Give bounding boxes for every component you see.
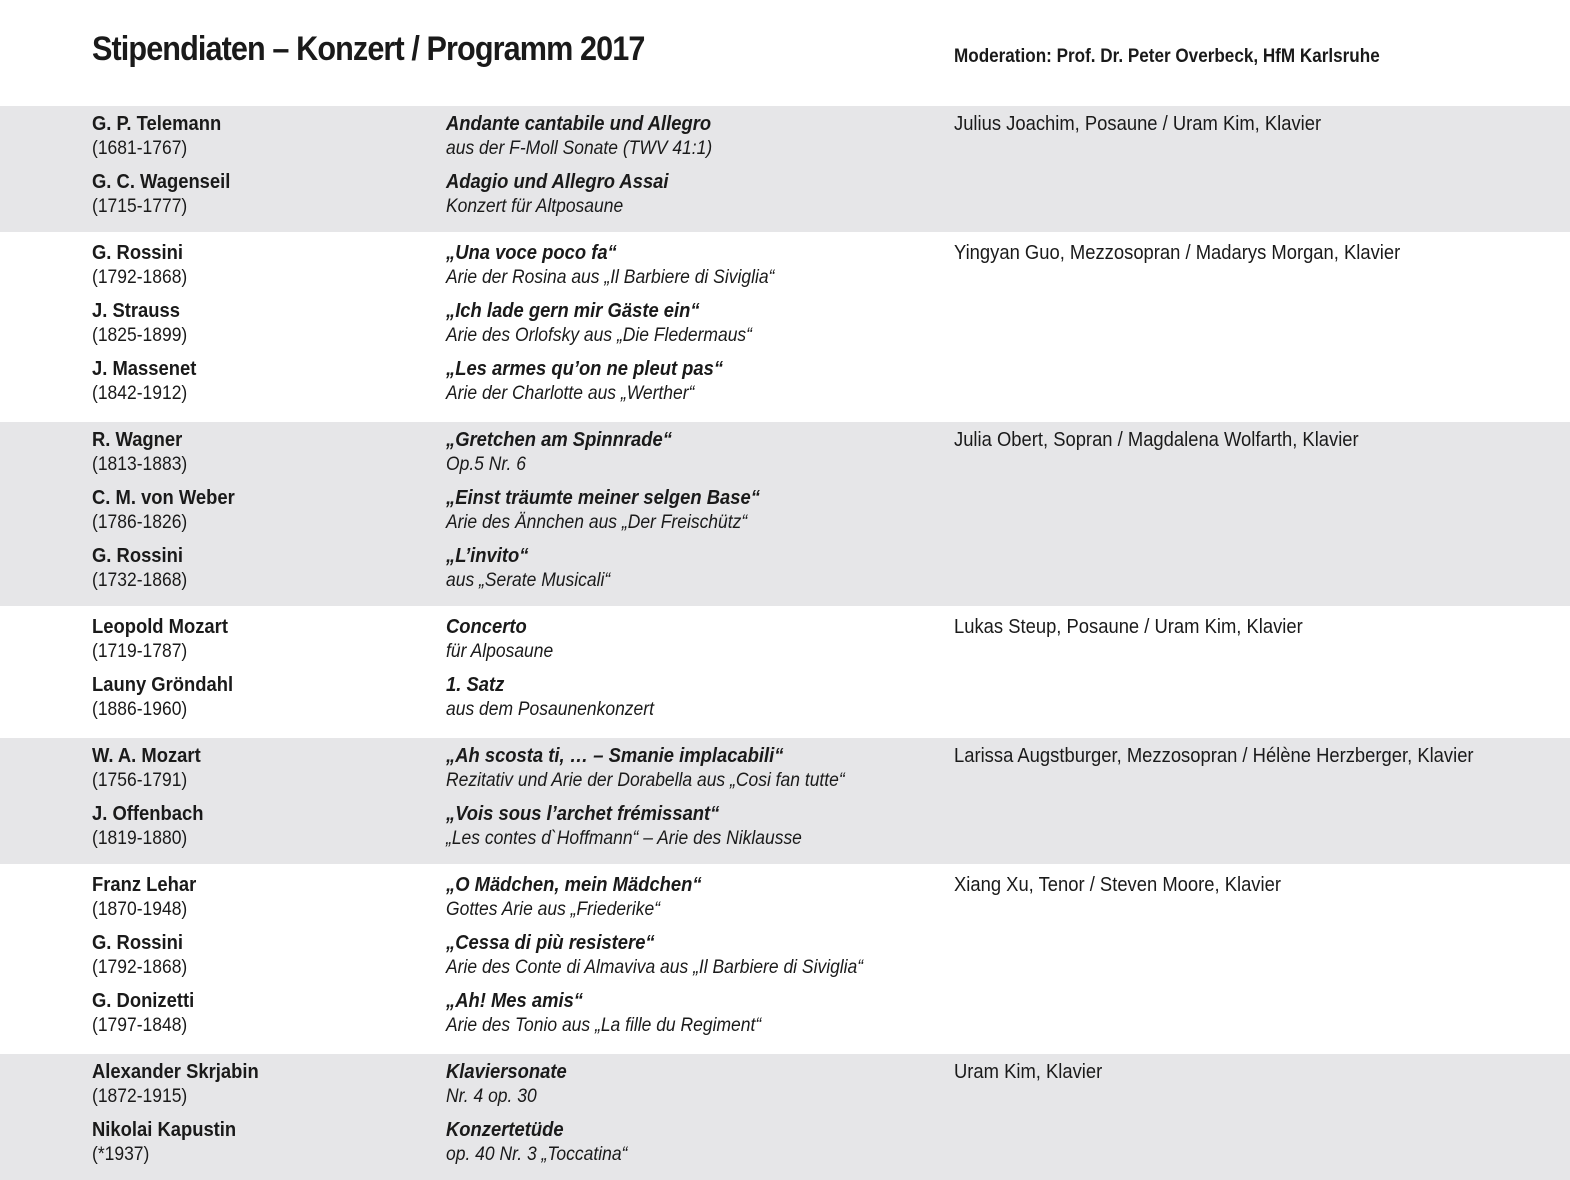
composer-name: C. M. von Weber — [92, 487, 235, 509]
composer-dates: (1797-1848) — [92, 1015, 188, 1036]
work — [446, 299, 906, 348]
composer-dates: (1681-1767) — [92, 138, 188, 159]
composer-name: G. Rossini — [92, 242, 183, 264]
composer-dates: (1732-1868) — [92, 570, 188, 591]
composer — [92, 357, 396, 406]
program-group — [0, 419, 1570, 606]
composer — [92, 615, 396, 664]
program-group — [0, 103, 1570, 232]
composer-name: Alexander Skrjabin — [92, 1061, 259, 1083]
work-title: Konzertetüde — [446, 1119, 564, 1141]
work-title: „O Mädchen, mein Mädchen“ — [446, 874, 702, 896]
program-item — [0, 989, 1570, 1047]
composer-name: G. Donizetti — [92, 990, 195, 1012]
composer-dates: (1792-1868) — [92, 957, 188, 978]
program-item — [0, 299, 1570, 357]
work-subtitle: Arie der Rosina aus „Il Barbiere di Siviglia“ — [446, 267, 775, 288]
program-group — [0, 735, 1570, 864]
composer-dates: (1786-1826) — [92, 512, 188, 533]
work — [446, 673, 906, 722]
work-title: „Ah scosta ti, … – Smanie implacabili“ — [446, 745, 784, 767]
composer-name: G. Rossini — [92, 545, 183, 567]
composer — [92, 873, 396, 922]
composer-dates: (1813-1883) — [92, 454, 188, 475]
program-item — [0, 486, 1570, 544]
program-item — [0, 544, 1570, 602]
work-subtitle: für Alposaune — [446, 641, 554, 662]
composer — [92, 241, 396, 290]
composer-dates: (1842-1912) — [92, 383, 188, 404]
work-title: „Una voce poco fa“ — [446, 242, 617, 264]
program-item — [0, 112, 1570, 170]
performers: Xiang Xu, Tenor / Steven Moore, Klavier — [954, 874, 1281, 896]
composer-name: W. A. Mozart — [92, 745, 201, 767]
composer-dates: (1825-1899) — [92, 325, 188, 346]
composer-dates: (1819-1880) — [92, 828, 188, 849]
work — [446, 486, 906, 535]
work-title: „Ich lade gern mir Gäste ein“ — [446, 300, 700, 322]
composer — [92, 299, 396, 348]
work-subtitle: op. 40 Nr. 3 „Toccatina“ — [446, 1144, 628, 1165]
composer — [92, 931, 396, 980]
work-title: Adagio und Allegro Assai — [446, 171, 669, 193]
program-item — [0, 615, 1570, 673]
program-item — [0, 428, 1570, 486]
work — [446, 1060, 906, 1109]
composer-name: G. Rossini — [92, 932, 183, 954]
composer-dates: (1719-1787) — [92, 641, 188, 662]
work-subtitle: aus der F-Moll Sonate (TWV 41:1) — [446, 138, 713, 159]
composer-dates: (1792-1868) — [92, 267, 188, 288]
work — [446, 1118, 906, 1167]
work-subtitle: Arie des Orlofsky aus „Die Fledermaus“ — [446, 325, 753, 346]
composer-dates: (1870-1948) — [92, 899, 188, 920]
composer — [92, 989, 396, 1038]
composer-name: J. Massenet — [92, 358, 197, 380]
work-subtitle: Op.5 Nr. 6 — [446, 454, 526, 475]
program-item — [0, 1118, 1570, 1176]
performers: Julia Obert, Sopran / Magdalena Wolfarth, Klavier — [954, 429, 1359, 451]
program-item — [0, 931, 1570, 989]
composer — [92, 1060, 396, 1109]
work-title: „Einst träumte meiner selgen Base“ — [446, 487, 760, 509]
work — [446, 428, 906, 477]
program-item — [0, 673, 1570, 731]
work-title: Andante cantabile und Allegro — [446, 113, 712, 135]
composer — [92, 486, 396, 535]
program-group — [0, 864, 1570, 1051]
composer-name: Launy Gröndahl — [92, 674, 234, 696]
performers: Uram Kim, Klavier — [954, 1061, 1103, 1083]
composer-dates: (1715-1777) — [92, 196, 188, 217]
work-title: Klaviersonate — [446, 1061, 567, 1083]
work-title: „Gretchen am Spinnrade“ — [446, 429, 672, 451]
work-subtitle: Arie des Ännchen aus „Der Freischütz“ — [446, 512, 748, 533]
work — [446, 544, 906, 593]
work-title: 1. Satz — [446, 674, 505, 696]
program-group — [0, 606, 1570, 735]
work-subtitle: Nr. 4 op. 30 — [446, 1086, 537, 1107]
composer — [92, 112, 396, 161]
work-title: „Cessa di più resistere“ — [446, 932, 655, 954]
composer-dates: (1872-1915) — [92, 1086, 188, 1107]
work-title: „L’invito“ — [446, 545, 529, 567]
composer-dates: (1756-1791) — [92, 770, 188, 791]
program-item — [0, 241, 1570, 299]
work-subtitle: Arie des Conte di Almaviva aus „Il Barbiere di Siviglia“ — [446, 957, 864, 978]
program-item — [0, 744, 1570, 802]
composer — [92, 544, 396, 593]
work — [446, 170, 906, 219]
work-subtitle: Arie der Charlotte aus „Werther“ — [446, 383, 695, 404]
program-item — [0, 802, 1570, 860]
composer-name: J. Strauss — [92, 300, 180, 322]
work-subtitle: „Les contes d`Hoffmann“ – Arie des Niklausse — [446, 828, 802, 849]
performers: Julius Joachim, Posaune / Uram Kim, Klavier — [954, 113, 1322, 135]
composer-dates: (*1937) — [92, 1144, 150, 1165]
work — [446, 357, 906, 406]
program-group — [0, 232, 1570, 419]
program-list — [0, 103, 1570, 1180]
composer — [92, 673, 396, 722]
composer — [92, 170, 396, 219]
page-title: Stipendiaten – Konzert / Programm 2017 — [92, 30, 645, 68]
program-item — [0, 1060, 1570, 1118]
performers: Lukas Steup, Posaune / Uram Kim, Klavier — [954, 616, 1303, 638]
composer-name: G. C. Wagenseil — [92, 171, 231, 193]
program-group — [0, 1051, 1570, 1180]
composer-name: J. Offenbach — [92, 803, 204, 825]
composer-dates: (1886-1960) — [92, 699, 188, 720]
composer-name: R. Wagner — [92, 429, 183, 451]
composer — [92, 744, 396, 793]
work — [446, 112, 906, 161]
moderation-credit: Moderation: Prof. Dr. Peter Overbeck, HfM Karlsruhe — [954, 46, 1380, 67]
work-subtitle: Gottes Arie aus „Friederike“ — [446, 899, 661, 920]
work-subtitle: aus dem Posaunenkonzert — [446, 699, 654, 720]
performers: Yingyan Guo, Mezzosopran / Madarys Morgan, Klavier — [954, 242, 1401, 264]
work-subtitle: Rezitativ und Arie der Dorabella aus „Cosi fan tutte“ — [446, 770, 845, 791]
program-item — [0, 873, 1570, 931]
composer — [92, 428, 396, 477]
work — [446, 989, 906, 1038]
work — [446, 802, 906, 851]
program-item — [0, 357, 1570, 415]
composer-name: Leopold Mozart — [92, 616, 228, 638]
work-subtitle: aus „Serate Musicali“ — [446, 570, 611, 591]
work-title: „Les armes qu’on ne pleut pas“ — [446, 358, 724, 380]
work — [446, 931, 906, 980]
composer-name: Franz Lehar — [92, 874, 197, 896]
composer — [92, 802, 396, 851]
composer-name: Nikolai Kapustin — [92, 1119, 237, 1141]
composer-name: G. P. Telemann — [92, 113, 222, 135]
work-title: „Ah! Mes amis“ — [446, 990, 584, 1012]
work-subtitle: Konzert für Altposaune — [446, 196, 624, 217]
work-subtitle: Arie des Tonio aus „La fille du Regiment“ — [446, 1015, 762, 1036]
program-item — [0, 170, 1570, 228]
work — [446, 615, 906, 664]
work — [446, 744, 906, 793]
work — [446, 241, 906, 290]
work — [446, 873, 906, 922]
performers: Larissa Augstburger, Mezzosopran / Hélène Herzberger, Klavier — [954, 745, 1474, 767]
composer — [92, 1118, 396, 1167]
work-title: „Vois sous l’archet frémissant“ — [446, 803, 720, 825]
work-title: Concerto — [446, 616, 527, 638]
